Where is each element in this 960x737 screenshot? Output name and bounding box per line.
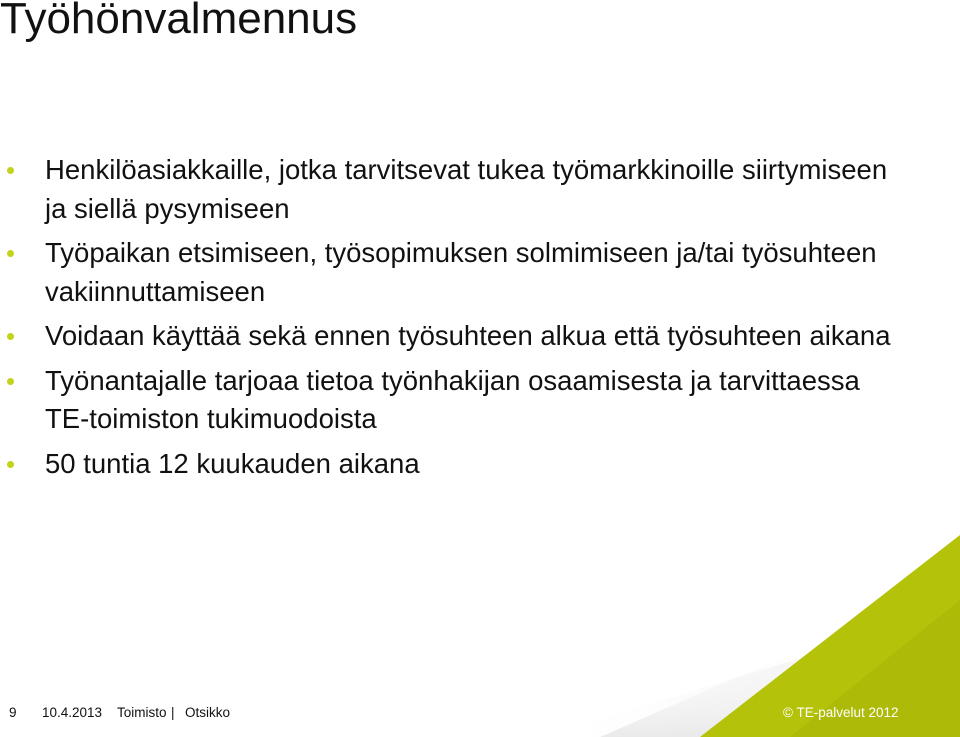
page-number: 9 <box>9 705 17 720</box>
slide-title: Työhönvalmennus <box>0 0 358 43</box>
footer-separator: | <box>171 705 175 720</box>
footer <box>0 697 960 729</box>
bullet-text: 50 tuntia 12 kuukauden aikana <box>45 447 420 479</box>
bullet-text: Työnantajalle tarjoaa tietoa työnhakijan osaamisesta ja tarvittaessa TE-toimiston tukimuodoista <box>45 364 860 434</box>
footer-date: 10.4.2013 <box>42 705 103 720</box>
footer-copyright: © TE-palvelut 2012 <box>783 705 899 720</box>
bullet-text: Työpaikan etsimiseen, työsopimuksen solmimiseen ja/tai työsuhteen vakiinnuttamiseen <box>45 237 877 307</box>
footer-subtitle: Otsikko <box>185 705 231 720</box>
bullet-text: Henkilöasiakkaille, jotka tarvitsevat tukea työmarkkinoille siirtymiseen ja siellä pysymiseen <box>45 154 888 224</box>
bullet-text: Voidaan käyttää sekä ennen työsuhteen alkua että työsuhteen aikana <box>45 320 891 351</box>
footer-office: Toimisto <box>117 705 167 720</box>
